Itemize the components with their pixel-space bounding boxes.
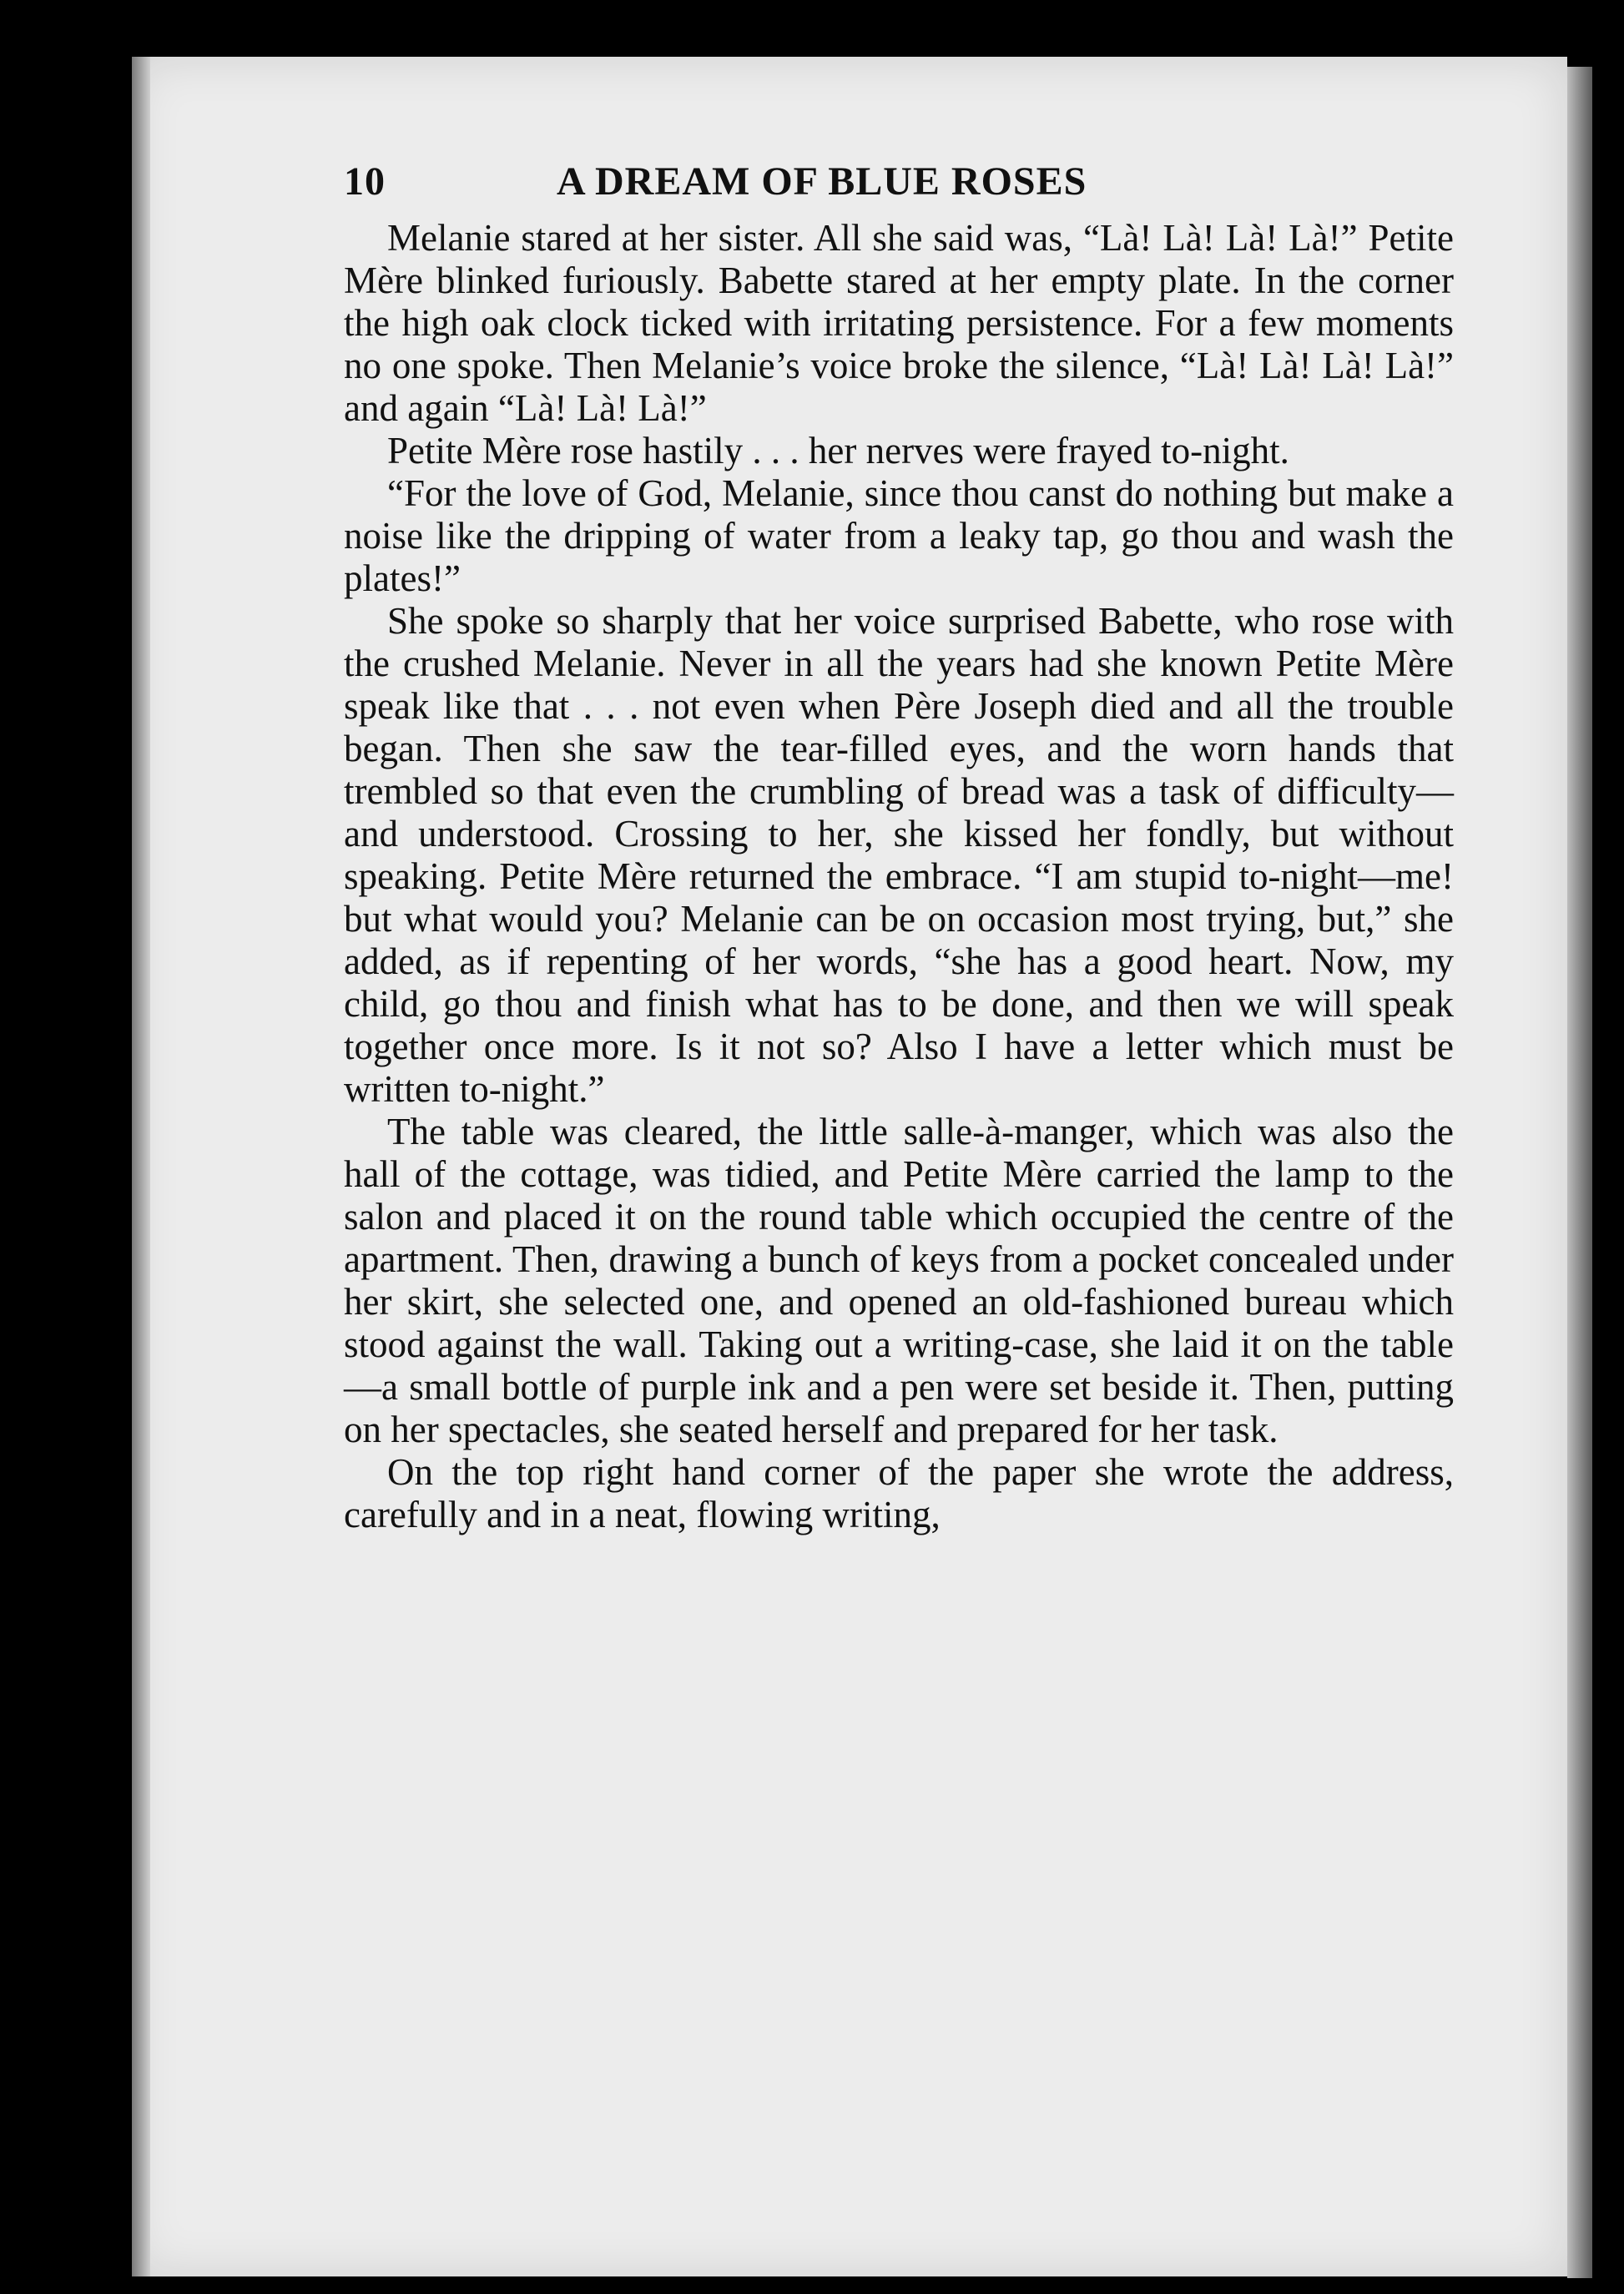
paragraph: Petite Mère rose hastily . . . her nerves were frayed to-night.: [387, 430, 1289, 471]
page-text-block: [344, 150, 1454, 1536]
page-edge: [1567, 67, 1592, 2278]
paragraph: The table was cleared, the little salle-à-manger, which was also the hall of the cottage, was tidied, and Petite Mère carried the lamp to the salon and placed it on the round table which occupied the centre of the apartment. Then, drawing a bunch of keys from a pocket concealed under her skirt, she selected one, and opened an old-fashioned bureau which stood against the wall. Taking out a writing-case, she laid it on the table—a small bottle of purple ink and a pen were set beside it. Then, putting on her spectacles, she seated herself and prepared for her task.: [344, 1111, 1454, 1450]
paragraph: She spoke so sharply that her voice surprised Babette, who rose with the crushed Melanie. Never in all the years had she known Petite Mère speak like that . . . not even when Père Joseph died and all the trouble began. Then she saw the tear-filled eyes, and the worn hands that trembled so that even the crumbling of bread was a task of difficulty—and understood. Crossing to her, she kissed her fondly, but without speaking. Petite Mère returned the embrace. “I am stupid to-night—me! but what would you? Melanie can be on occasion most trying, but,” she added, as if repenting of her words, “she has a good heart. Now, my child, go thou and finish what has to be done, and then we will speak together once more. Is it not so? Also I have a letter which must be written to-night.”: [344, 600, 1454, 1110]
page-gutter-shadow: [132, 57, 150, 2276]
running-header: [344, 150, 1454, 217]
running-title: A DREAM OF BLUE ROSES: [557, 159, 1087, 204]
paragraph: Melanie stared at her sister. All she said was, “Là! Là! Là! Là!” Petite Mère blinked furiously. Babette stared at her empty plate. In the corner the high oak clock ticked with irritating persistence. For a few moments no one spoke. Then Melanie’s voice broke the silence, “Là! Là! Là! Là!” and again “Là! Là! Là!”: [344, 217, 1454, 429]
paragraph: “For the love of God, Melanie, since thou canst do nothing but make a noise like the dripping of water from a leaky tap, go thou and wash the plates!”: [344, 472, 1454, 599]
paragraph: On the top right hand corner of the paper she wrote the address, carefully and in a neat, flowing writing,: [344, 1451, 1454, 1535]
page-number: 10: [344, 159, 386, 204]
